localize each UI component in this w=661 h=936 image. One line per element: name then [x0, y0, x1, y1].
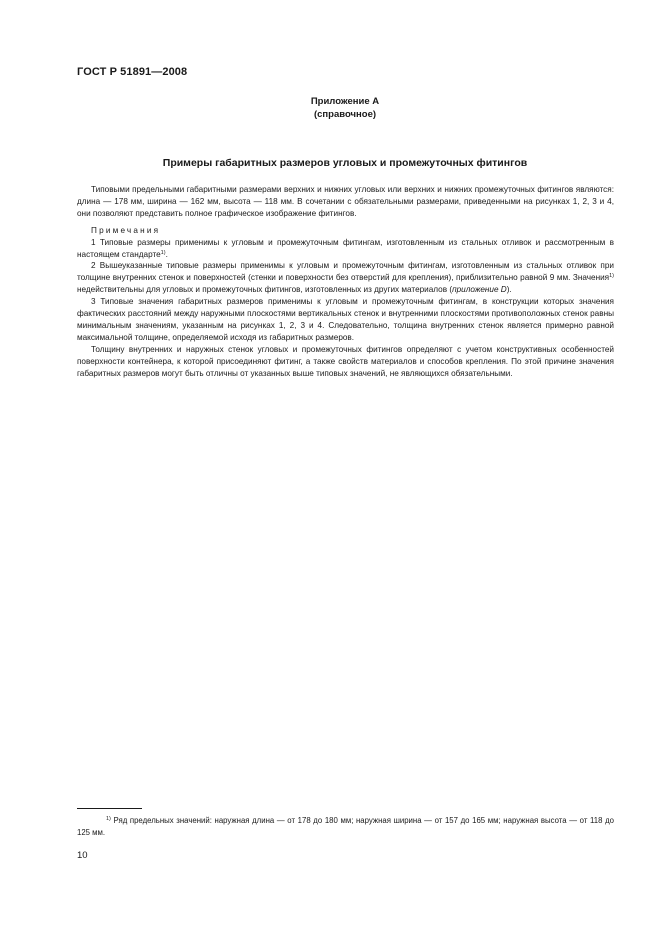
note-2-end: ). [506, 285, 512, 295]
note-2-text-b: недействительны для угловых и промежуточных фитингов, изготовленных из других материалов ( [77, 285, 453, 295]
notes-heading: Примечания [91, 225, 161, 235]
page-number: 10 [77, 850, 88, 861]
main-text [77, 184, 614, 380]
footnote-divider [77, 808, 142, 809]
footnote-ref: 1) [160, 249, 166, 256]
footnote-marker: 1) [106, 816, 111, 822]
closing-paragraph: Толщину внутренних и наружных стенок угловых и промежуточных фитингов определяют с учетом конструктивных особенностей поверхности контейнера, к которой присоединяют фитинг, а также свойств материалов и способов крепления. По этой причине значения габаритных размеров могут быть отличны от указанных выше типовых значений, не являющихся обязательными. [77, 344, 614, 378]
document-header: ГОСТ Р 51891—2008 [77, 66, 188, 78]
note-1-text: 1 Типовые размеры применимы к угловым и промежуточным фитингам, изготовленным из стальных отливок и рассмотренным в настоящем стандарте [77, 237, 614, 259]
note-2-text-a: 2 Вышеуказанные типовые размеры применимы к угловым и промежуточным фитингам, изготовленным из стальных отливок при толщине внутренних стенок и поверхностей (стенки и поверхности без отверстий для крепления), приблизительно равной 9 мм. Значения [77, 261, 614, 283]
appendix-heading [0, 95, 661, 121]
note-3: 3 Типовые значения габаритных размеров применимы к угловым и промежуточным фитингам, в конструкции которых значения фактических расстояний между наружными плоскостями вертикальных стенок и внутренними плоскостями противоположных стенок равны минимальным значениям, указанным на рисунках 1, 2, 3 и 4. Следовательно, толщина внутренних стенок является примерно равной максимальной толщине, определяемой исходя из габаритных размеров. [77, 297, 614, 342]
section-title: Примеры габаритных размеров угловых и промежуточных фитингов [162, 157, 528, 169]
note-2-italic: приложение D [452, 285, 507, 295]
note-2 [77, 260, 614, 296]
footnote [77, 815, 614, 838]
footnote-text: Ряд предельных значений: наружная длина — от 178 до 180 мм; наружная ширина — от 157 до 165 мм; наружная высота — от 118 до 125 мм. [77, 816, 614, 837]
footnote-ref: 1) [609, 273, 614, 280]
appendix-type: (справочное) [313, 109, 377, 120]
note-1 [77, 237, 614, 261]
intro-paragraph: Типовыми предельными габаритными размерами верхних и нижних угловых или верхних и нижних промежуточных фитингов являются: длина — 178 мм, ширина — 162 мм, высота — 118 мм. В сочетании с обязательными размерами, приведенными на рисунках 1, 2, 3 и 4, они позволяют представить полное графическое изображение фитингов. [77, 185, 614, 218]
appendix-label: Приложение А [310, 96, 380, 107]
note-1-end: . [165, 249, 168, 259]
